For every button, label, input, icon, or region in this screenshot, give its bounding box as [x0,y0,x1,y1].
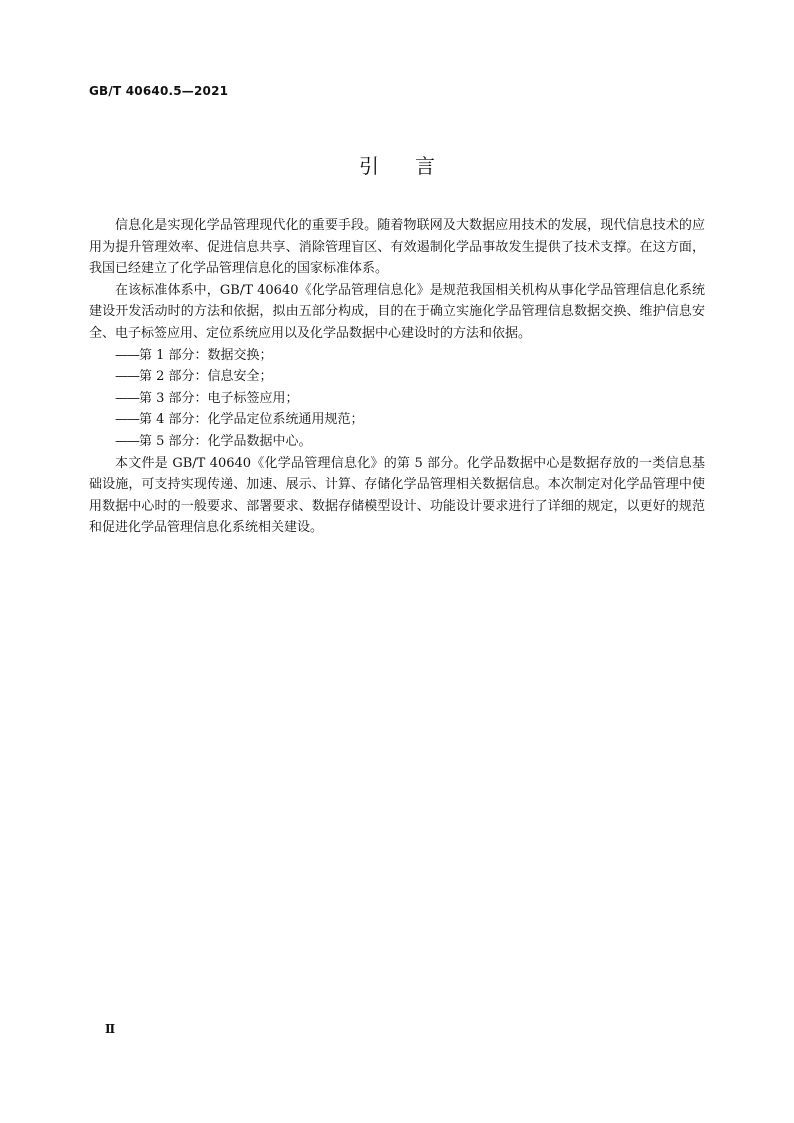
list-item-text: 第 3 部分：电子标签应用； [139,390,299,406]
list-item [89,409,705,431]
page-title: 引言 [359,154,471,178]
list-item-text: 第 4 部分：化学品定位系统通用规范； [139,412,364,428]
document-body [89,215,705,539]
list-item [89,431,705,453]
parts-list [89,345,705,453]
page-number: Ⅱ [105,1022,116,1036]
list-dash: —— [115,433,139,449]
closing-paragraph: 本文件是 GB/T 40640《化学品管理信息化》的第 5 部分。化学品数据中心是数据存放的一类信息基础设施，可支持实现传递、加速、展示、计算、存储化学品管理相关数据信息。本次制定对化学品管理中使用数据中心时的一般要求、部署要求、数据存储模型设计、功能设计要求进行了详细的规定，以更好的规范和促进化学品管理信息化系统相关建设。 [89,455,705,536]
list-dash: —— [115,347,139,363]
list-dash: —— [115,369,139,385]
list-item-text: 第 1 部分：数据交换； [139,347,273,363]
list-item-text: 第 5 部分：化学品数据中心。 [139,433,312,449]
list-item [89,345,705,367]
standard-number: GB/T 40640.5—2021 [89,84,229,98]
paragraph: 信息化是实现化学品管理现代化的重要手段。随着物联网及大数据应用技术的发展，现代信息技术的应用为提升管理效率、促进信息共享、消除管理盲区、有效遏制化学品事故发生提供了技术支撑。在这方面，我国已经建立了化学品管理信息化的国家标准体系。 [89,218,705,277]
list-item-text: 第 2 部分：信息安全； [139,369,273,385]
list-dash: —— [115,412,139,428]
list-dash: —— [115,390,139,406]
list-item [89,388,705,410]
paragraph: 在该标准体系中，GB/T 40640《化学品管理信息化》是规范我国相关机构从事化学品管理信息化系统建设开发活动时的方法和依据，拟由五部分构成，目的在于确立实施化学品管理信息数据交换、维护信息安全、电子标签应用、定位系统应用以及化学品数据中心建设时的方法和依据。 [89,282,705,341]
list-item [89,366,705,388]
